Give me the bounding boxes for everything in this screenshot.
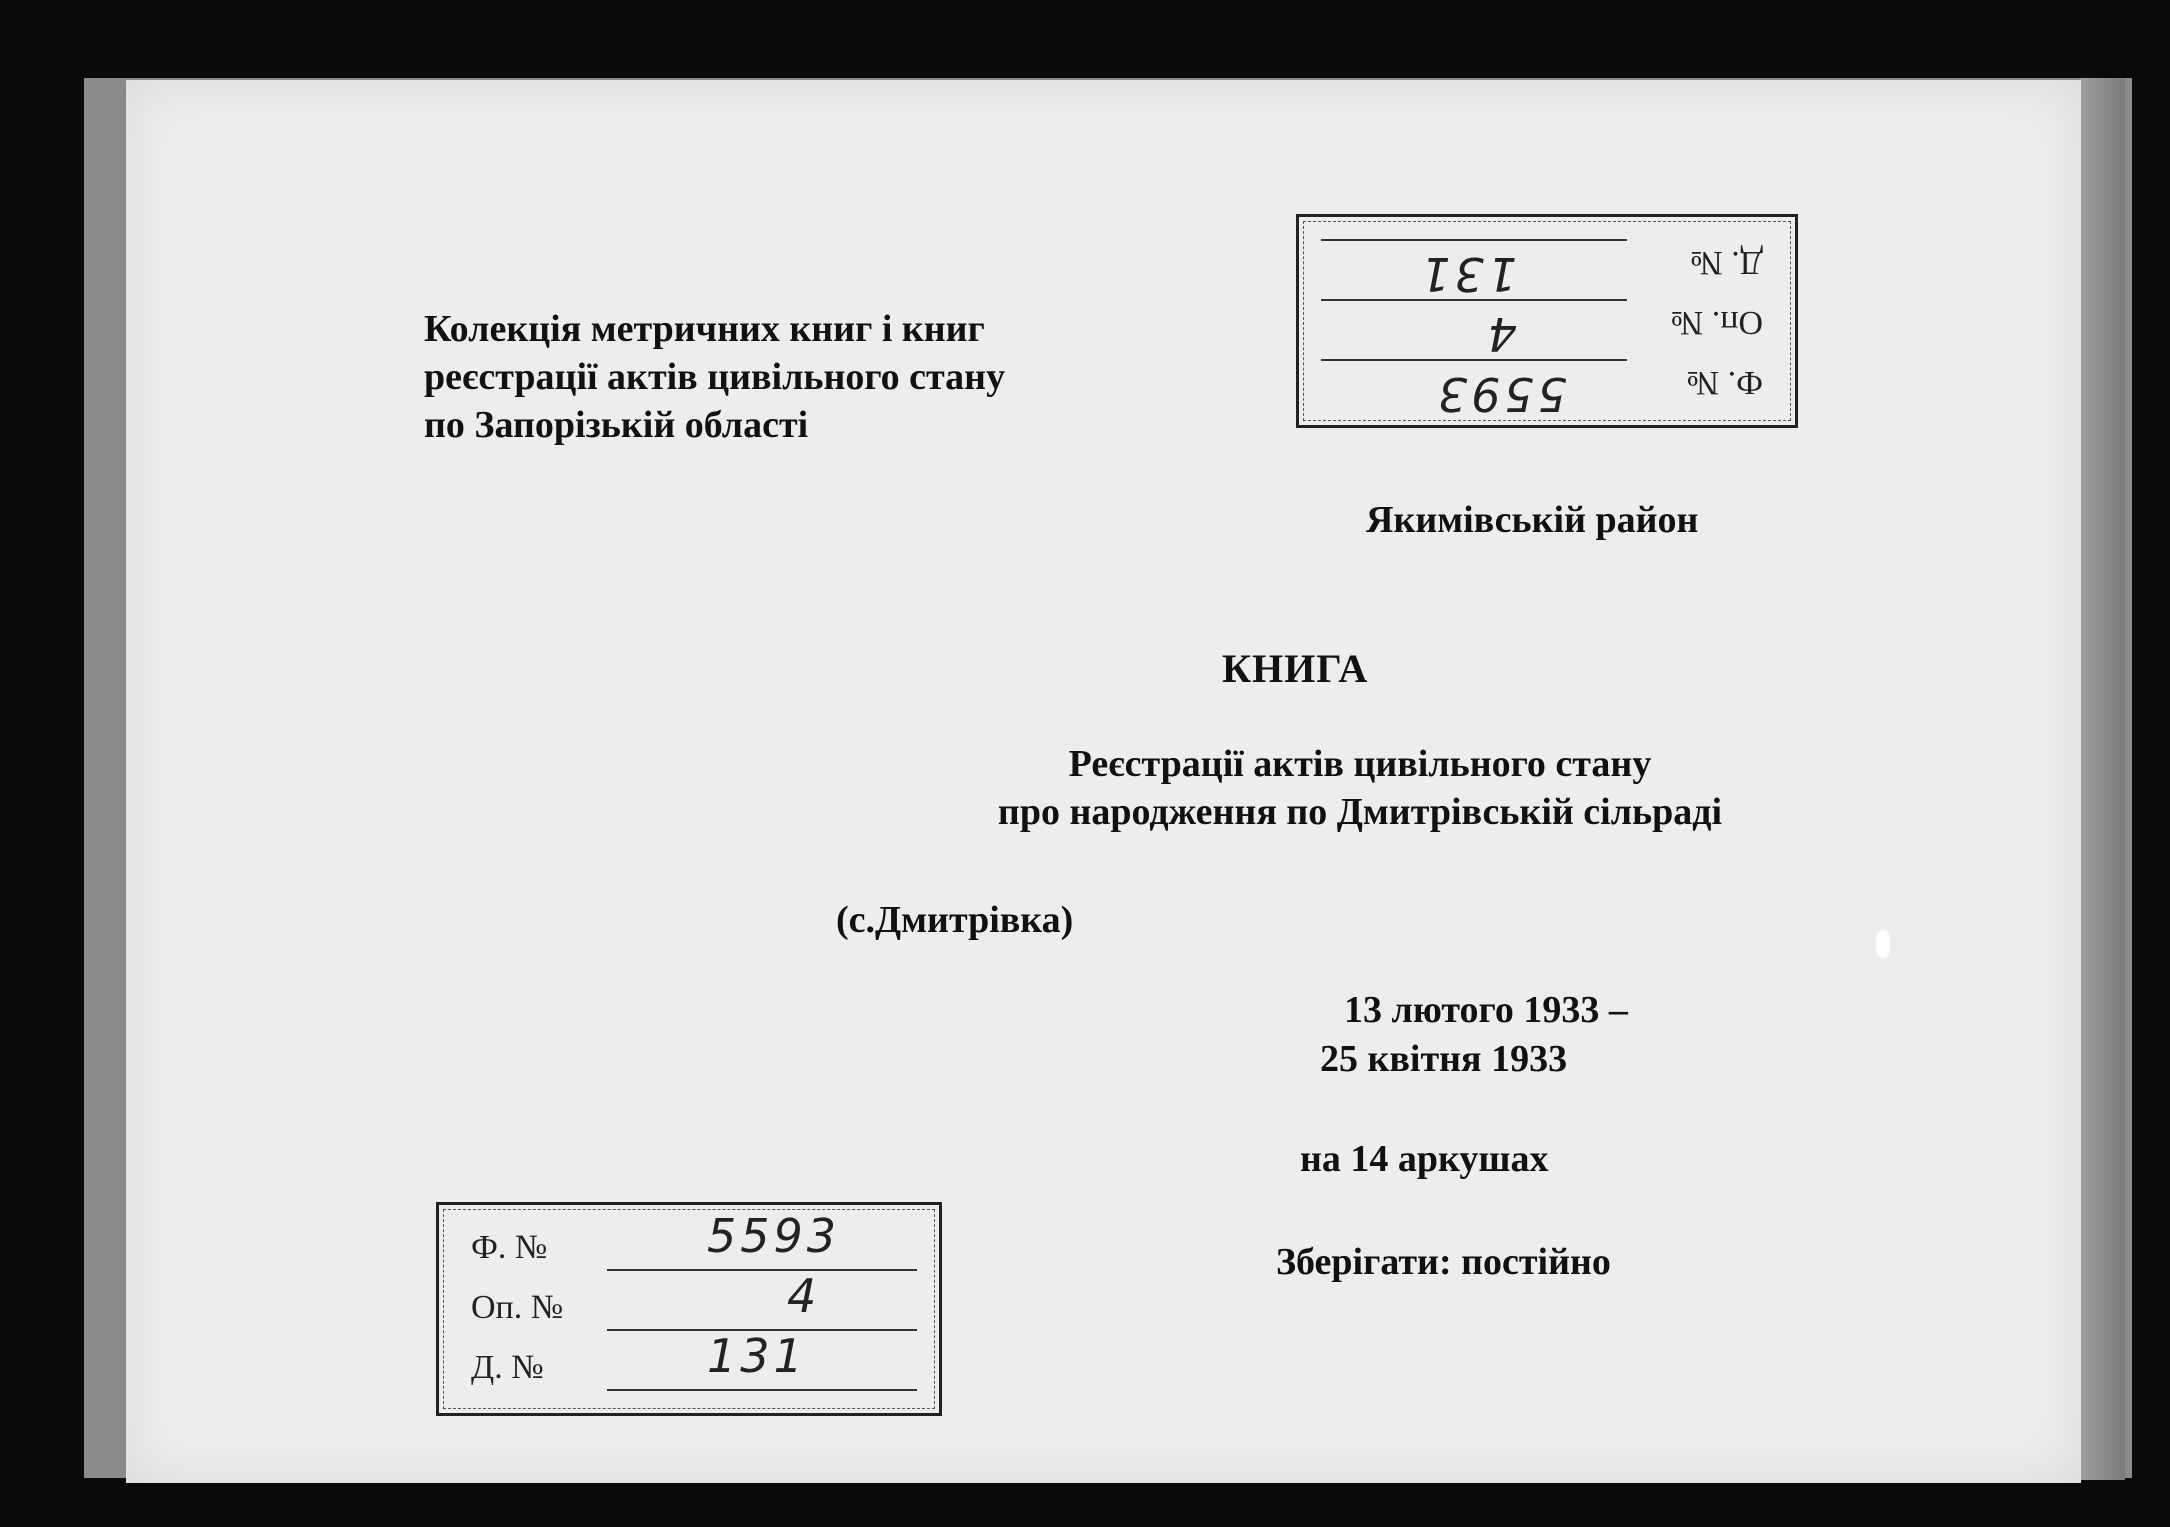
date-start: 13 лютого 1933 – bbox=[1344, 989, 1628, 1031]
retention-note: Зберігати: постійно bbox=[1276, 1241, 1611, 1283]
sheet-count: на 14 аркушах bbox=[1300, 1138, 1549, 1180]
subject-line-2: про народження по Дмитрівській сільраді bbox=[997, 791, 1723, 833]
stamp-line bbox=[607, 1389, 917, 1391]
back-sheet-edge bbox=[2080, 78, 2125, 1480]
subject-line-1: Реєстрації актів цивільного стану bbox=[1068, 743, 1652, 785]
village-label: (с.Дмитрівка) bbox=[836, 899, 1074, 941]
stamp-line bbox=[607, 1269, 917, 1271]
stamp-sprava-label: Д. № bbox=[1690, 244, 1763, 281]
stamp-opys-row bbox=[457, 1269, 923, 1331]
stamp-sprava-row bbox=[457, 1329, 923, 1391]
archive-stamp-inverted bbox=[1296, 214, 1798, 428]
stamp-opys-label: Оп. № bbox=[471, 1289, 564, 1326]
stamp-fond-row bbox=[457, 1209, 923, 1271]
stamp-fond-value: 5593 bbox=[1433, 367, 1567, 421]
collection-line-2: реєстрації актів цивільного стану bbox=[424, 356, 1006, 398]
stamp-opys-value: 4 bbox=[1483, 307, 1517, 361]
archive-stamp bbox=[436, 1202, 942, 1416]
stamp-fond-label: Ф. № bbox=[471, 1229, 548, 1266]
stamp-line bbox=[1321, 239, 1627, 241]
stamp-opys-row bbox=[1315, 299, 1777, 361]
stamp-sprava-value: 131 bbox=[1417, 247, 1517, 301]
stamp-fond-row bbox=[1315, 359, 1777, 421]
collection-line-3: по Запорізькій області bbox=[424, 404, 809, 446]
collection-line-1: Колекція метричних книг і книг bbox=[424, 308, 985, 350]
stamp-opys-label: Оп. № bbox=[1670, 304, 1763, 341]
date-end: 25 квітня 1933 bbox=[1320, 1038, 1568, 1080]
stamp-fond-label: Ф. № bbox=[1686, 364, 1763, 401]
stamp-fond-value: 5593 bbox=[707, 1209, 841, 1263]
stamp-sprava-label: Д. № bbox=[471, 1349, 544, 1386]
stamp-sprava-value: 131 bbox=[707, 1329, 807, 1383]
paper-speck bbox=[1876, 930, 1890, 958]
stamp-line bbox=[1321, 359, 1627, 361]
collection-title bbox=[424, 305, 1005, 449]
stamp-sprava-row bbox=[1315, 239, 1777, 301]
book-subject bbox=[830, 740, 1890, 836]
book-title: КНИГА bbox=[1222, 646, 1369, 691]
district-label: Якимівській район bbox=[1366, 499, 1699, 541]
stamp-opys-value: 4 bbox=[787, 1269, 821, 1323]
